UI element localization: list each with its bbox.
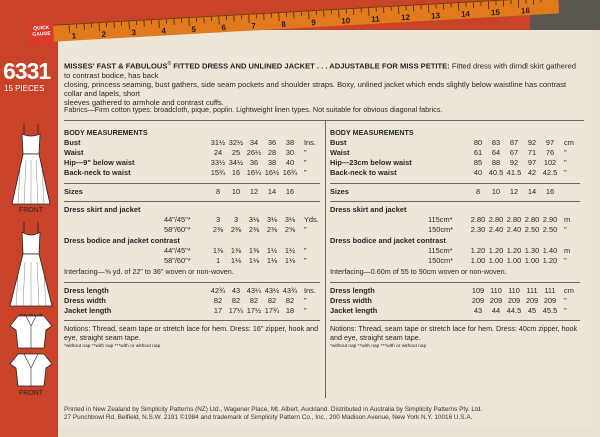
row-value: 15¾ xyxy=(210,168,226,177)
description-body-1: Fitted dress with dirndl skirt gathered to contrast bodice, has back xyxy=(64,61,576,80)
row-label: Bust xyxy=(64,138,81,147)
row-unit: cm xyxy=(564,286,574,295)
row-value: 42 xyxy=(527,168,537,177)
row-label: Hip—23cm below waist xyxy=(330,158,412,167)
ruler-mark-label: 4 xyxy=(161,26,167,36)
row-value: 1 xyxy=(215,256,221,265)
row-value: 17¼ xyxy=(228,306,244,315)
ruler-mark-label: 16 xyxy=(520,6,531,16)
row-value: 32½ xyxy=(228,138,244,147)
row-unit: Ins. xyxy=(304,138,316,147)
row-value: 1.40 xyxy=(542,246,558,255)
row-value: 17½ xyxy=(246,306,262,315)
skirt-jacket-label: Dress skirt and jacket xyxy=(64,205,141,214)
nap-footnote: *without nap **with nap ***with or without nap xyxy=(330,344,427,349)
row-value: 44.5 xyxy=(506,306,522,315)
front-caption-3: FRONT xyxy=(18,390,44,397)
row-value: 31½ xyxy=(210,138,226,147)
footer-line-2: 27 Punchbowl Rd, Belfield, N.S.W. 2191 ©1984 and trademark of Simplicity Pattern Co., Inc., 200 Madison Avenue, New York N.Y. 10016 U.S.A. xyxy=(64,413,473,421)
row-value: 82 xyxy=(213,296,223,305)
row-value: 109 xyxy=(471,286,485,295)
description-body-3: sleeves gathered to armhole and contrast cuffs. xyxy=(64,98,224,108)
row-label: Hip—9" below waist xyxy=(64,158,135,167)
row-value: 2.40 xyxy=(488,225,504,234)
row-value: 87 xyxy=(509,138,519,147)
interfacing-note: Interfacing—⅝ yd. of 22" to 36" woven or non-woven. xyxy=(64,267,234,276)
row-unit: " xyxy=(564,256,567,265)
row-value: 38 xyxy=(285,138,295,147)
size-value: 12 xyxy=(509,187,519,196)
description-title-mark: ® xyxy=(167,61,172,67)
size-value: 8 xyxy=(475,187,481,196)
size-value: 10 xyxy=(231,187,241,196)
row-value: 40 xyxy=(473,168,483,177)
row-value: 43½ xyxy=(264,286,280,295)
row-value: 16¾ xyxy=(282,168,298,177)
row-value: 1⅛ xyxy=(266,256,278,265)
row-unit: " xyxy=(564,225,567,234)
quick-gauge-badge: QUICK GAUGE xyxy=(29,23,54,46)
row-value: 2.90 xyxy=(542,215,558,224)
row-value: 3 xyxy=(215,215,221,224)
row-value: 1.30 xyxy=(524,246,540,255)
description-body-2: closing, princess seaming, bust gathers, side seam pockets and shoulder straps. Boxy, unlined jacket which ends slightly below waistline has contrast collar and lapels, short xyxy=(64,79,567,99)
row-value: 80 xyxy=(473,138,483,147)
row-value: 1⅛ xyxy=(248,256,260,265)
row-value: 45 xyxy=(527,306,537,315)
row-value: 82 xyxy=(231,296,241,305)
jacket-illustration-2 xyxy=(6,350,56,390)
row-unit: Ins. xyxy=(304,286,316,295)
row-unit: " xyxy=(304,225,307,234)
row-value: 1.20 xyxy=(488,246,504,255)
contrast-label: Dress bodice and jacket contrast xyxy=(330,236,446,245)
row-value: 209 xyxy=(489,296,503,305)
row-value: 83 xyxy=(491,138,501,147)
row-value: 36 xyxy=(249,158,259,167)
size-value: 16 xyxy=(545,187,555,196)
fabric-suggestions: Fabrics—Firm cotton types: broadcloth, pique, poplin. Lightweight linen types. Not suitable for obvious diagonal fabrics. xyxy=(64,105,443,114)
table-divider xyxy=(64,282,320,283)
notions-note: Notions: Thread, seam tape or stretch lace for hem. Dress: 16" zipper, hook and eye, straight seam tape. xyxy=(64,324,319,342)
row-value: 92 xyxy=(509,158,519,167)
row-value: 3⅛ xyxy=(248,215,260,224)
notions-note: Notions: Thread, seam tape or stretch lace for hem. Dress: 40cm zipper, hook and eye, straight seam tape. xyxy=(330,324,578,342)
row-value: 2⅜ xyxy=(230,225,242,234)
row-value: 28 xyxy=(267,148,277,157)
row-label: Back-neck to waist xyxy=(64,168,131,177)
front-caption-1: FRONT xyxy=(18,207,44,214)
row-value: 2⅜ xyxy=(248,225,260,234)
row-value: 2⅜ xyxy=(212,225,224,234)
row-value: 1½ xyxy=(284,246,296,255)
row-value: 17¾ xyxy=(264,306,280,315)
row-unit: " xyxy=(564,148,567,157)
row-value: 1.20 xyxy=(506,246,522,255)
row-unit: " xyxy=(304,296,307,305)
row-value: 25 xyxy=(231,148,241,157)
row-value: 2.80 xyxy=(470,215,486,224)
table-divider xyxy=(64,201,320,202)
table-divider xyxy=(330,320,580,321)
row-value: 3⅛ xyxy=(284,215,296,224)
row-value: 41.5 xyxy=(506,168,522,177)
divider-vertical xyxy=(325,120,326,398)
ruler-mark-label: 13 xyxy=(430,11,441,21)
row-value: 64 xyxy=(491,148,501,157)
row-value: 85 xyxy=(473,158,483,167)
pattern-description xyxy=(64,60,584,108)
row-value: 3 xyxy=(233,215,239,224)
row-value: 2.80 xyxy=(524,215,540,224)
row-value: 40.5 xyxy=(488,168,504,177)
divider-top xyxy=(64,120,584,121)
ruler-mark-label: 1 xyxy=(71,31,77,41)
size-value: 16 xyxy=(285,187,295,196)
ruler-mark-label: 15 xyxy=(490,7,501,18)
row-value: 209 xyxy=(471,296,485,305)
size-value: 14 xyxy=(527,187,537,196)
row-unit: " xyxy=(304,158,307,167)
row-label: 150cm* xyxy=(428,225,454,234)
table-divider xyxy=(64,320,320,321)
row-unit: " xyxy=(304,256,307,265)
size-value: 12 xyxy=(249,187,259,196)
row-value: 1⅜ xyxy=(230,246,242,255)
row-value: 1⅛ xyxy=(284,256,296,265)
table-divider xyxy=(330,282,580,283)
row-value: 2.40 xyxy=(506,225,522,234)
contrast-label: Dress bodice and jacket contrast xyxy=(64,236,180,245)
row-value: 40 xyxy=(285,158,295,167)
row-value: 18 xyxy=(285,306,295,315)
row-value: 67 xyxy=(509,148,519,157)
pieces-count: 15 PIECES xyxy=(4,84,45,93)
row-value: 1⅛ xyxy=(230,256,242,265)
metric-measurements-table xyxy=(330,124,584,404)
table-divider xyxy=(64,183,320,184)
row-value: 82 xyxy=(249,296,259,305)
row-value: 209 xyxy=(543,296,557,305)
row-value: 2.50 xyxy=(542,225,558,234)
row-label: 150cm* xyxy=(428,256,454,265)
size-value: 10 xyxy=(491,187,501,196)
row-unit: cm xyxy=(564,138,574,147)
row-value: 2.50 xyxy=(524,225,540,234)
row-value: 42¾ xyxy=(210,286,226,295)
row-value: 110 xyxy=(508,286,520,295)
row-value: 34 xyxy=(249,138,259,147)
row-unit: " xyxy=(564,296,567,305)
row-label: 44"/45"* xyxy=(164,215,191,224)
row-value: 111 xyxy=(544,286,556,295)
row-value: 43¼ xyxy=(246,286,262,295)
ruler-mark-label: 3 xyxy=(131,28,137,38)
table-divider xyxy=(330,201,580,202)
sizes-label: Sizes xyxy=(330,187,349,196)
row-unit: " xyxy=(304,168,307,177)
row-value: 26½ xyxy=(246,148,262,157)
row-value: 82 xyxy=(267,296,277,305)
row-value: 43¾ xyxy=(282,286,298,295)
pattern-number: 6331 xyxy=(3,58,51,84)
dress-front-illustration-2 xyxy=(6,218,56,312)
row-value: 38 xyxy=(267,158,277,167)
row-value: 97 xyxy=(545,138,555,147)
row-value: 16¼ xyxy=(246,168,262,177)
row-unit: m xyxy=(564,215,571,224)
row-value: 34½ xyxy=(228,158,244,167)
row-value: 1.20 xyxy=(542,256,558,265)
size-value: 14 xyxy=(267,187,277,196)
row-value: 1.00 xyxy=(506,256,522,265)
row-unit: " xyxy=(304,148,307,157)
row-value: 43 xyxy=(231,286,241,295)
row-unit: " xyxy=(564,306,567,315)
row-label: Dress width xyxy=(330,296,372,305)
ruler-mark-label: 7 xyxy=(251,21,257,31)
row-label: Dress width xyxy=(64,296,106,305)
row-value: 17 xyxy=(213,306,223,315)
row-value: 3⅛ xyxy=(266,215,278,224)
row-value: 2.30 xyxy=(470,225,486,234)
jacket-illustration-1 xyxy=(6,312,56,350)
row-unit: " xyxy=(304,246,307,255)
row-value: 43 xyxy=(473,306,483,315)
row-value: 71 xyxy=(527,148,537,157)
row-value: 16½ xyxy=(264,168,280,177)
row-value: 24 xyxy=(213,148,223,157)
row-value: 2⅝ xyxy=(284,225,296,234)
row-label: Back-neck to waist xyxy=(330,168,397,177)
table-divider xyxy=(330,183,580,184)
row-value: 1.00 xyxy=(524,256,540,265)
row-value: 76 xyxy=(545,148,555,157)
ruler-mark-label: 9 xyxy=(311,18,317,28)
row-value: 209 xyxy=(525,296,539,305)
description-title-rest: FITTED DRESS AND UNLINED JACKET . . . ADJUSTABLE FOR MISS PETITE: xyxy=(171,61,450,71)
row-label: Bust xyxy=(330,138,347,147)
row-value: 1⅜ xyxy=(248,246,260,255)
row-value: 45.5 xyxy=(542,306,558,315)
row-value: 42.5 xyxy=(542,168,558,177)
row-value: 1.00 xyxy=(470,256,486,265)
row-value: 102 xyxy=(543,158,557,167)
row-value: 92 xyxy=(527,138,537,147)
row-label: 115cm* xyxy=(428,215,453,224)
ruler-mark-label: 11 xyxy=(370,14,380,24)
row-value: 2.80 xyxy=(488,215,504,224)
dress-front-illustration-1 xyxy=(6,120,56,208)
row-label: Dress length xyxy=(64,286,109,295)
row-label: 58"/60"* xyxy=(164,225,191,234)
ruler-mark-label: 6 xyxy=(221,23,227,33)
row-value: 1⅜ xyxy=(212,246,224,255)
row-value: 61 xyxy=(473,148,483,157)
row-value: 82 xyxy=(285,296,295,305)
row-label: 44"/45"* xyxy=(164,246,191,255)
row-value: 110 xyxy=(490,286,502,295)
row-value: 2.80 xyxy=(506,215,522,224)
row-unit: " xyxy=(564,168,567,177)
row-label: Waist xyxy=(64,148,84,157)
row-value: 36 xyxy=(267,138,277,147)
nap-footnote: *without nap **with nap ***with or without nap xyxy=(64,344,161,349)
row-unit: m xyxy=(564,246,571,255)
row-unit: " xyxy=(564,158,567,167)
row-value: 1.20 xyxy=(470,246,486,255)
printer-footer xyxy=(64,406,584,421)
row-value: 16 xyxy=(231,168,241,177)
size-value: 8 xyxy=(215,187,221,196)
row-value: 97 xyxy=(527,158,537,167)
row-value: 30 xyxy=(285,148,295,157)
description-title: MISSES' FAST & FABULOUS xyxy=(64,61,168,71)
ruler-mark-label: 8 xyxy=(281,19,287,29)
ruler-mark-label: 14 xyxy=(460,9,471,19)
row-value: 33½ xyxy=(210,158,226,167)
table-header: BODY MEASUREMENTS xyxy=(330,128,414,137)
row-value: 1.00 xyxy=(488,256,504,265)
table-header: BODY MEASUREMENTS xyxy=(64,128,148,137)
ruler-mark-label: 10 xyxy=(341,16,351,26)
row-unit: " xyxy=(304,306,307,315)
row-value: 44 xyxy=(491,306,501,315)
ruler-mark-label: 12 xyxy=(400,12,411,23)
row-label: Jacket length xyxy=(64,306,112,315)
row-unit: Yds. xyxy=(304,215,319,224)
row-label: Waist xyxy=(330,148,350,157)
row-label: Jacket length xyxy=(330,306,378,315)
row-value: 2⅜ xyxy=(266,225,278,234)
row-value: 111 xyxy=(526,286,538,295)
interfacing-note: Interfacing—0.60m of 55 to 90cm woven or non-woven. xyxy=(330,267,507,276)
skirt-jacket-label: Dress skirt and jacket xyxy=(330,205,407,214)
row-value: 1½ xyxy=(266,246,278,255)
ruler-mark-label: 2 xyxy=(101,29,107,39)
imperial-measurements-table xyxy=(64,124,322,404)
footer-line-1: Printed in New Zealand by Simplicity Patterns (NZ) Ltd., Wagener Place, Mt. Albert, Auckland. Distributed in Australia by Simplicity Patterns Pty. Ltd. xyxy=(64,406,483,413)
ruler-mark-label: 5 xyxy=(191,24,197,34)
row-label: 58"/60"* xyxy=(164,256,191,265)
row-label: Dress length xyxy=(330,286,375,295)
row-value: 209 xyxy=(507,296,521,305)
sizes-label: Sizes xyxy=(64,187,83,196)
row-value: 88 xyxy=(491,158,501,167)
row-label: 115cm* xyxy=(428,246,453,255)
